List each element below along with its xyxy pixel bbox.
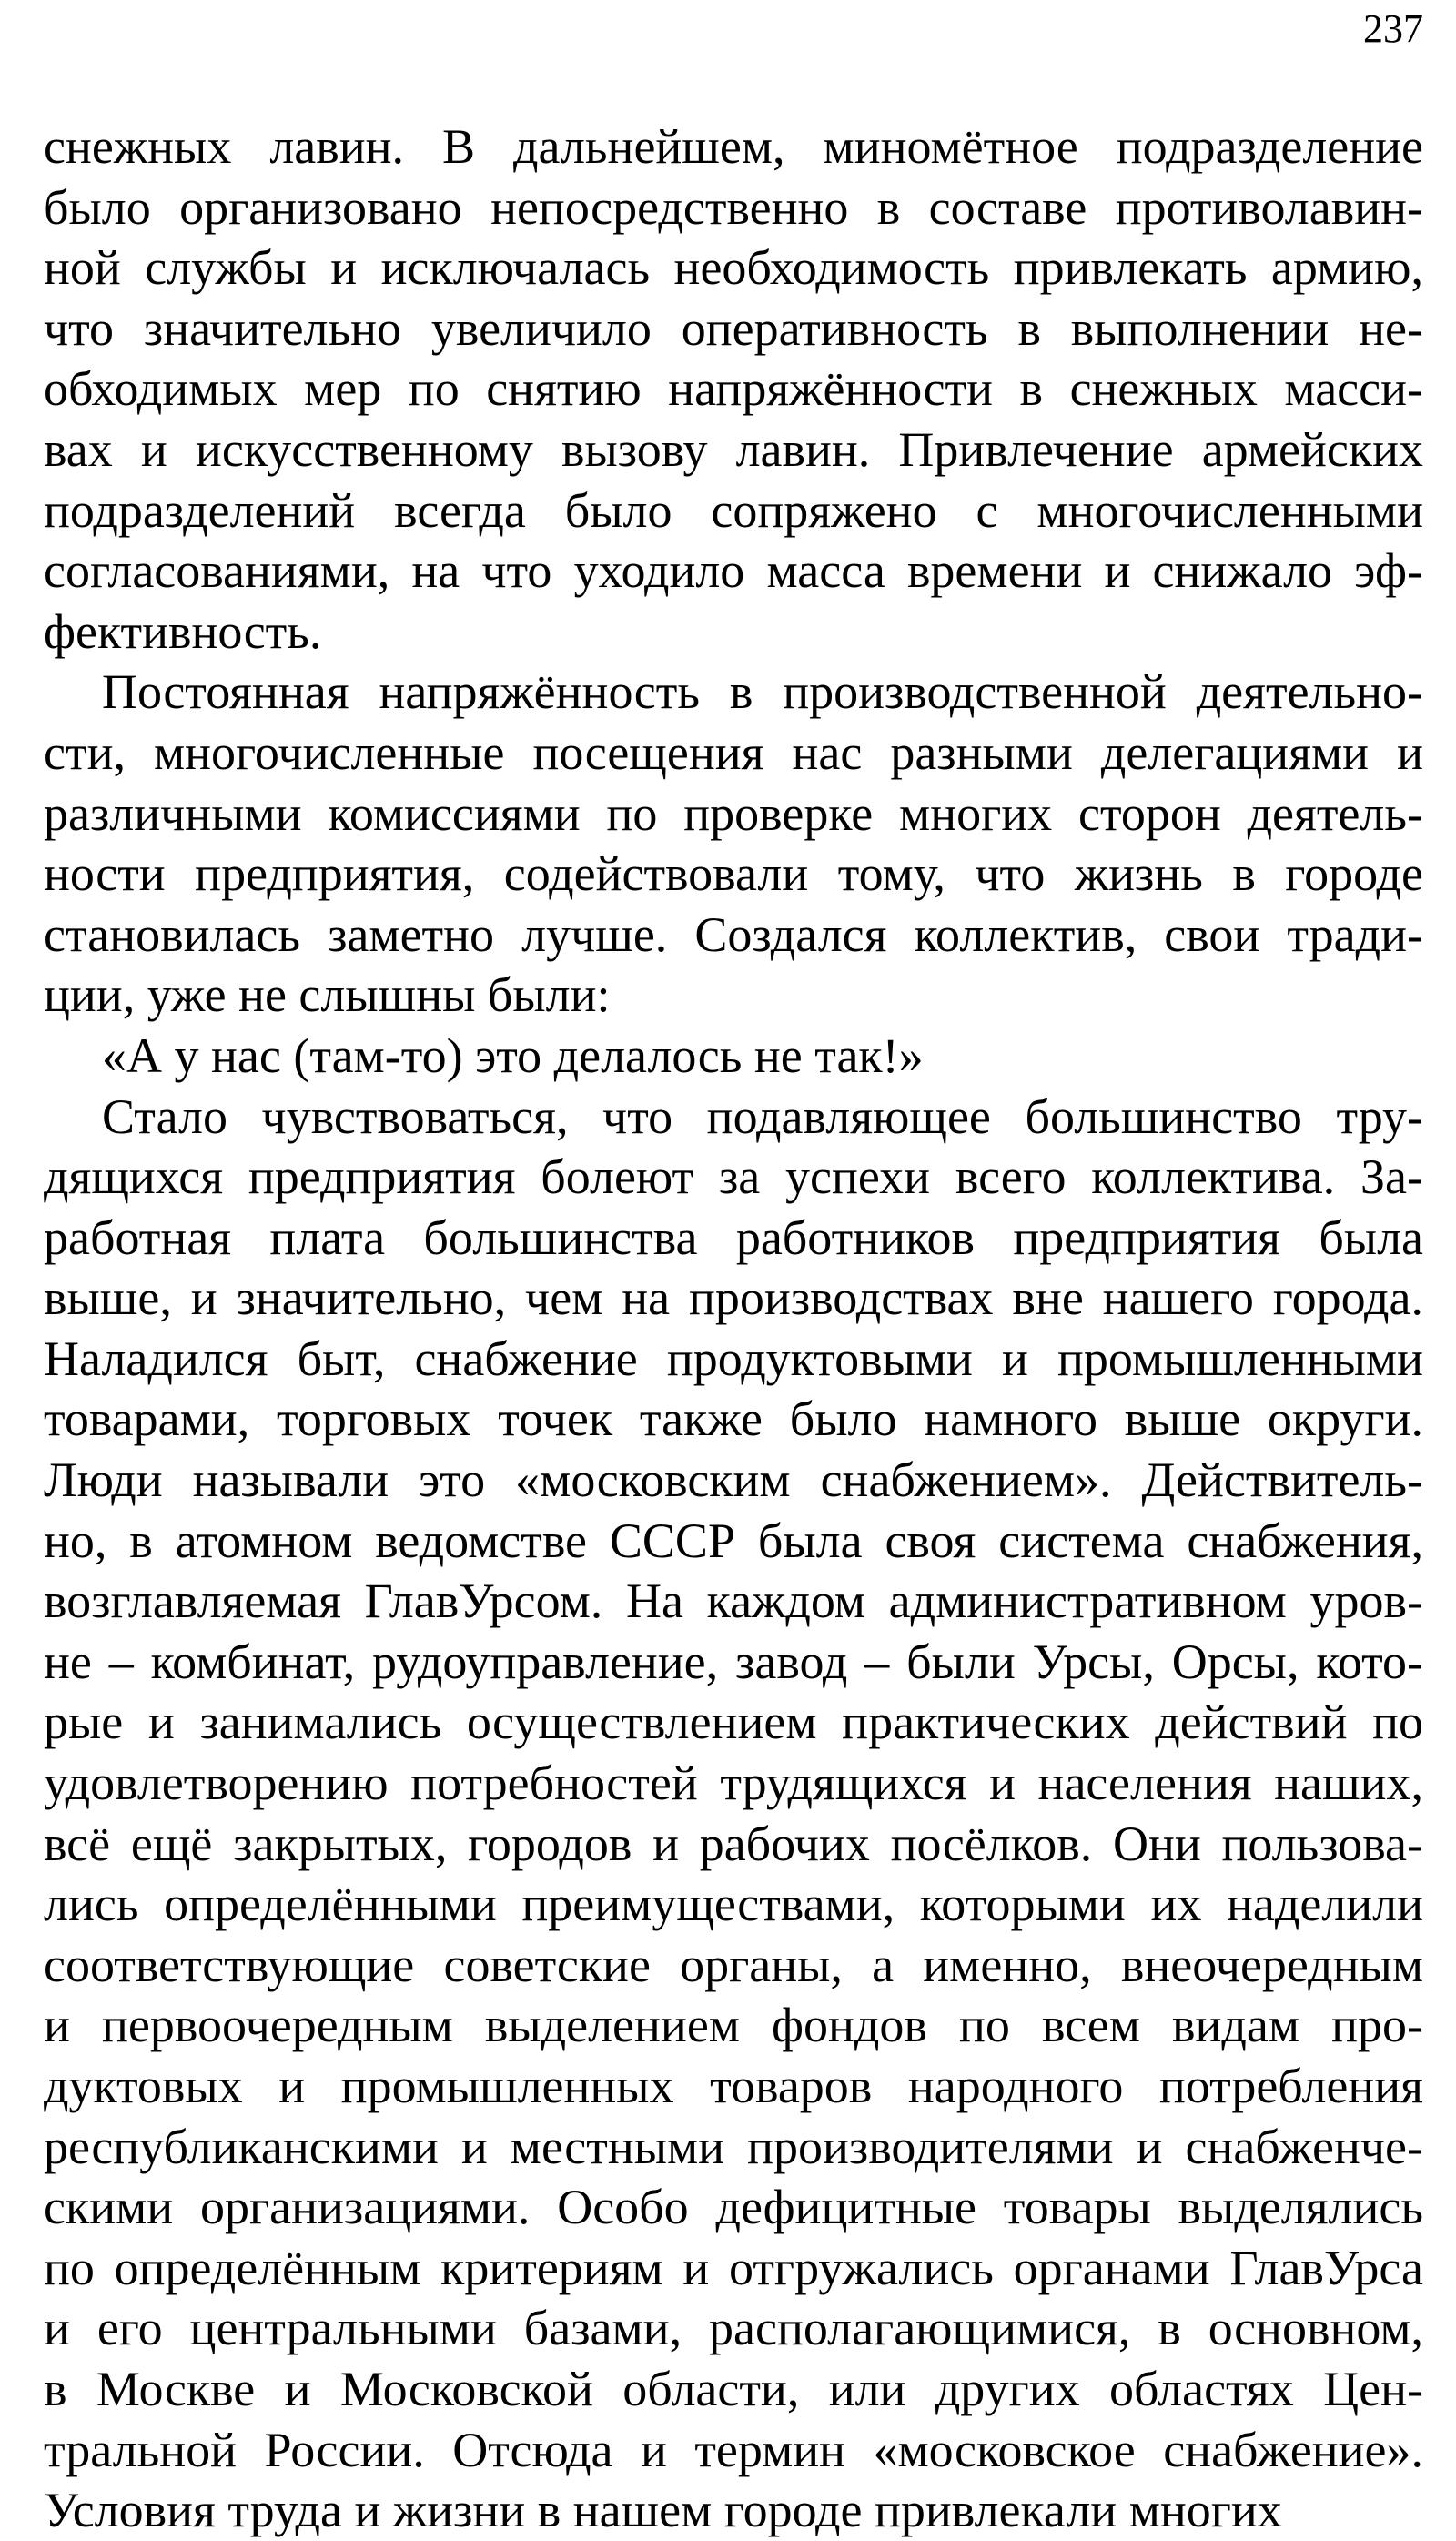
text-line: но, в атомном ведомстве СССР была своя система снабжения, (44, 1513, 1423, 1568)
text-line: «А у нас (там-то) это делалось не так!» (102, 1028, 924, 1083)
text-line: республиканскими и местными производителями и снабженче- (44, 2119, 1423, 2174)
text-line: скими организациями. Особо дефицитные товары выделялись (44, 2180, 1423, 2235)
text-line: соответствующие советские органы, а именно, внеочередным (44, 1937, 1423, 1992)
text-line: подразделений всегда было сопряжено с многочисленными (44, 482, 1423, 538)
text-line: не – комбинат, рудоуправление, завод – были Урсы, Орсы, кото- (44, 1634, 1423, 1689)
text-line: становилась заметно лучше. Создался коллектив, свои тради- (44, 906, 1423, 962)
text-line: фективность. (44, 603, 322, 659)
text-line: Люди называли это «московским снабжением». Действитель- (44, 1453, 1423, 1508)
text-line: обходимых мер по снятию напряжённости в снежных масси- (44, 361, 1423, 417)
text-line: товарами, торговых точек также было намного выше округи. (44, 1392, 1423, 1447)
paragraph (44, 1087, 1423, 2541)
text-line: дящихся предприятия болеют за успехи всего коллектива. За- (44, 1149, 1423, 1205)
text-line: согласованиями, на что уходило масса времени и снижало эф- (44, 543, 1423, 599)
text-line: и его центральными базами, располагающимися, в основном, (44, 2301, 1423, 2356)
text-line: выше, и значительно, чем на производствах вне нашего города. (44, 1270, 1423, 1326)
text-line: ции, уже не слышны были: (44, 967, 611, 1023)
text-line: что значительно увеличило оперативность в выполнении не- (44, 300, 1423, 356)
text-line: вах и искусственному вызову лавин. Привлечение армейских (44, 421, 1423, 477)
text-line: Стало чувствоваться, что подавляющее большинство тру- (102, 1088, 1423, 1144)
text-line: ной службы и исключалась необходимость привлекать армию, (44, 240, 1423, 296)
text-line: работная плата большинства работников предприятия была (44, 1210, 1423, 1265)
paragraph (44, 1026, 1423, 1087)
text-line: в Москве и Московской области, или других областях Цен- (44, 2361, 1423, 2416)
text-line: лись определёнными преимуществами, которыми их наделили (44, 1877, 1423, 1932)
text-line: было организовано непосредственно в составе противолавин- (44, 179, 1423, 235)
text-line: дуктовых и промышленных товаров народного потребления (44, 2059, 1423, 2113)
body-text (44, 116, 1423, 2541)
page-number: 237 (1363, 6, 1423, 51)
text-line: всё ещё закрытых, городов и рабочих посёлков. Они пользова- (44, 1816, 1423, 1871)
paragraph (44, 662, 1423, 1026)
text-line: Наладился быт, снабжение продуктовыми и промышленными (44, 1331, 1423, 1386)
text-line: возглавляемая ГлавУрсом. На каждом административном уров- (44, 1574, 1423, 1629)
text-line: рые и занимались осуществлением практических действий по (44, 1695, 1423, 1750)
text-line: по определённым критериям и отгружались органами ГлавУрса (44, 2240, 1423, 2295)
text-line: сти, многочисленные посещения нас разными делегациями и (44, 724, 1423, 780)
text-line: и первоочередным выделением фондов по всем видам про- (44, 1998, 1423, 2053)
text-line: Постоянная напряжённость в производственной деятельно- (102, 664, 1423, 720)
text-line: тральной России. Отсюда и термин «московское снабжение». (44, 2422, 1423, 2477)
text-line: Условия труда и жизни в нашем городе привлекали многих (44, 2483, 1282, 2538)
text-line: удовлетворению потребностей трудящихся и населения наших, (44, 1756, 1423, 1811)
text-line: различными комиссиями по проверке многих сторон деятель- (44, 785, 1423, 841)
paragraph (44, 116, 1423, 662)
text-line: ности предприятия, содействовали тому, что жизнь в городе (44, 846, 1423, 902)
text-line: снежных лавин. В дальнейшем, миномётное подразделение (44, 119, 1423, 174)
